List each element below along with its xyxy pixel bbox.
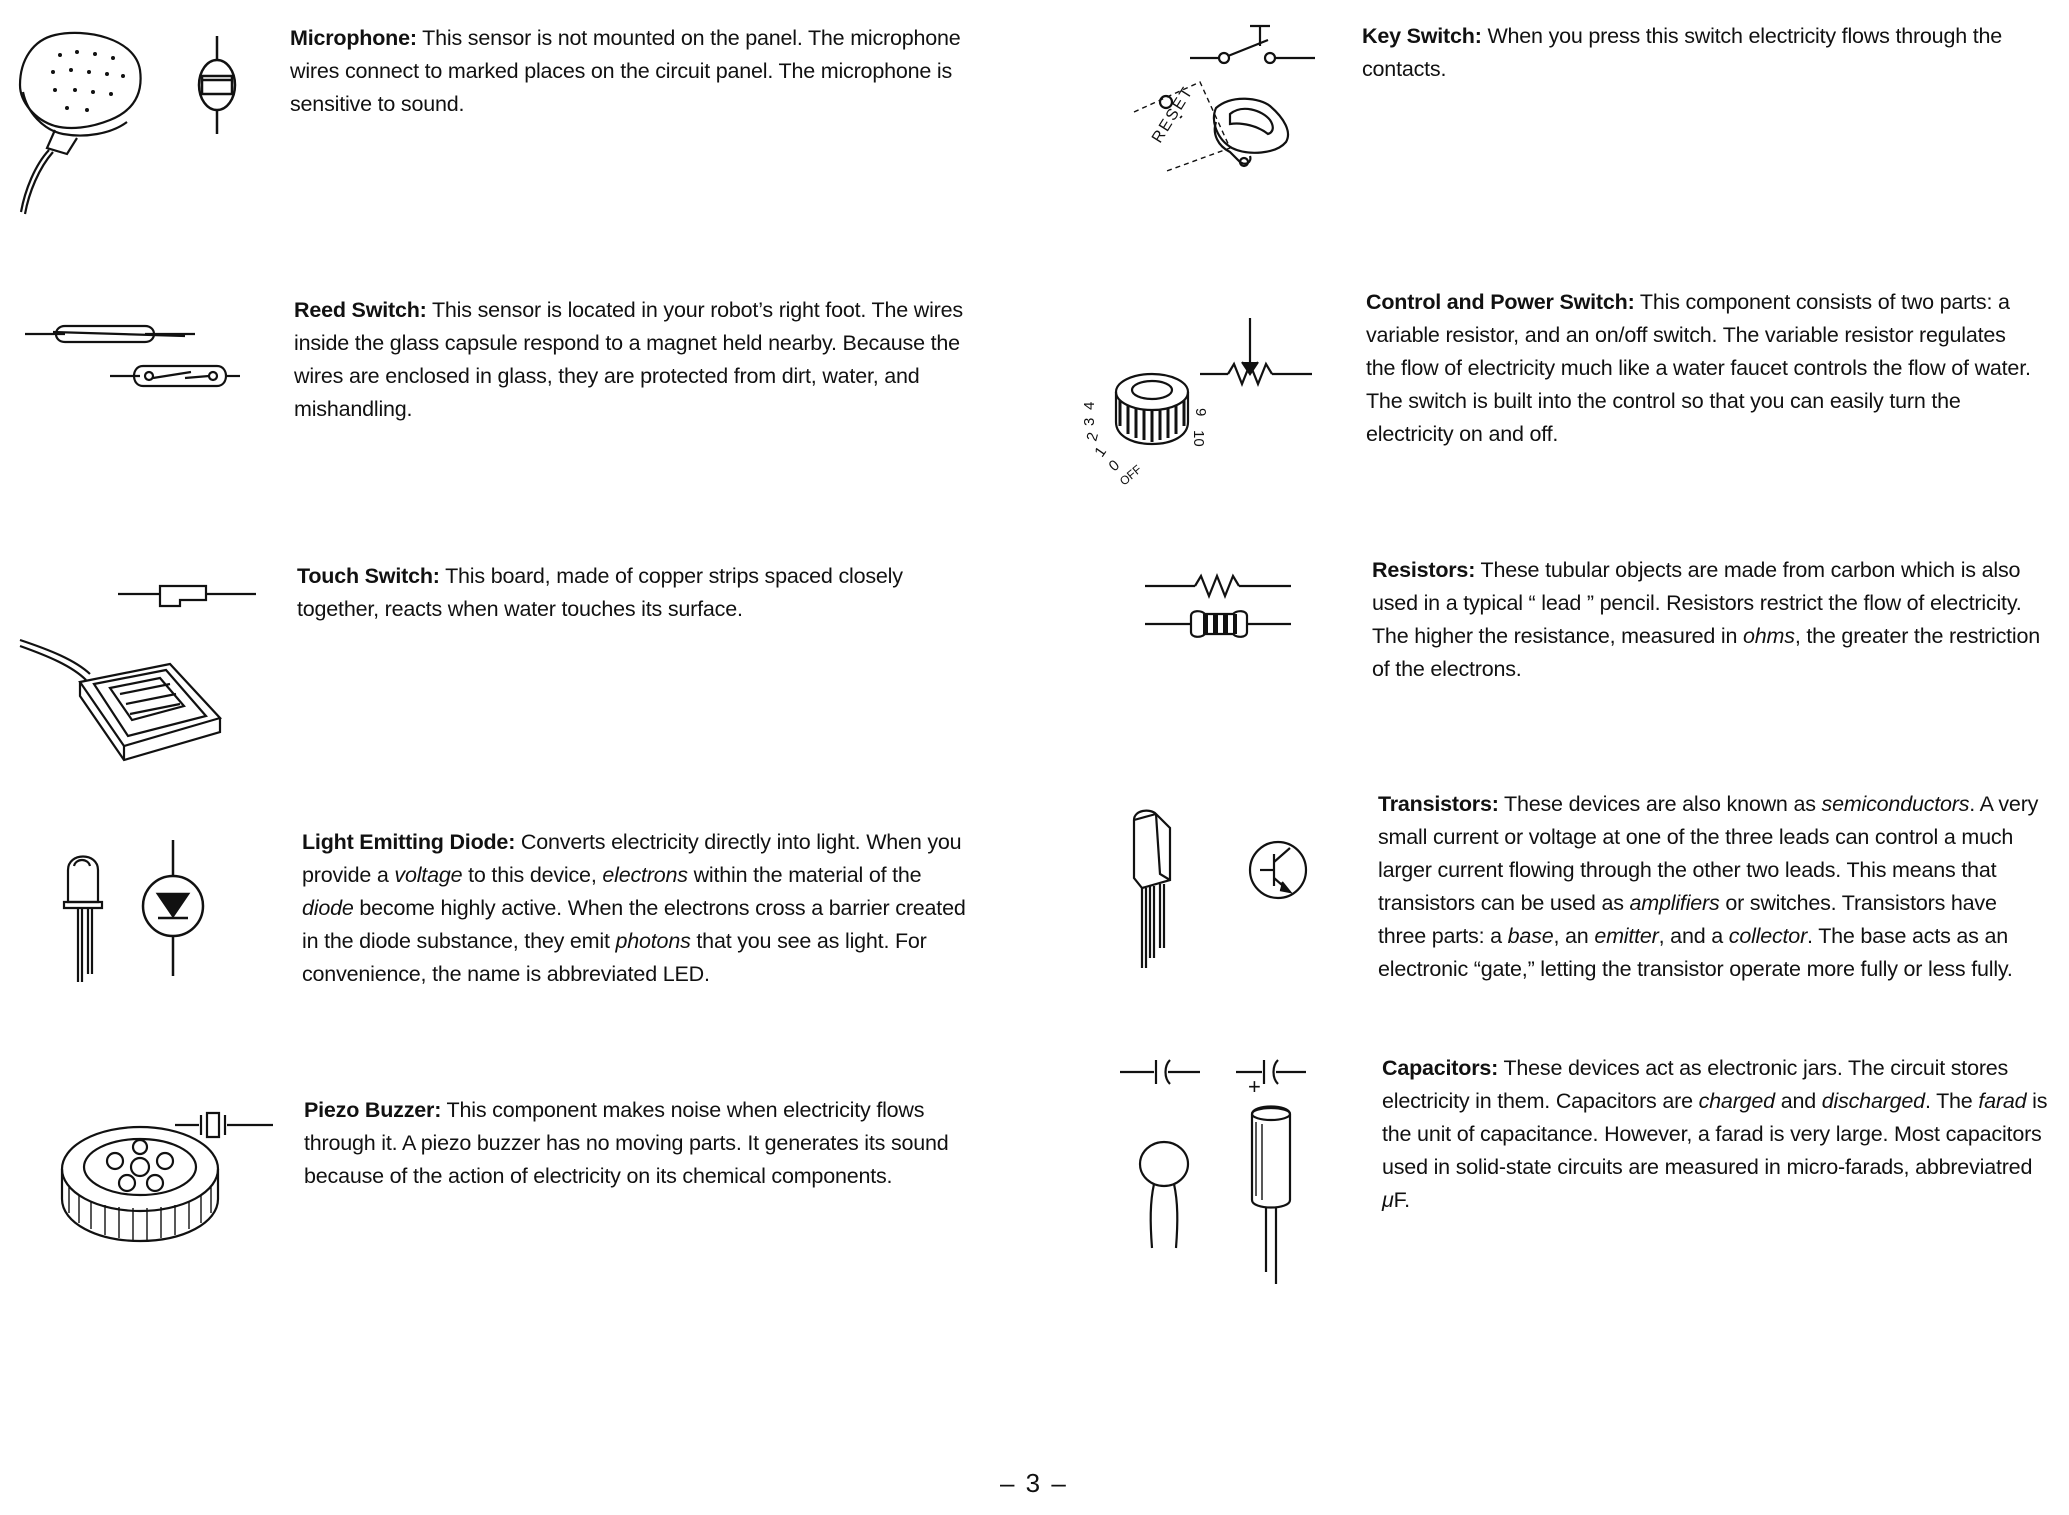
piezo-buzzer-icon: [55, 1095, 285, 1255]
reed-switch-text: This sensor is located in your robot’s right foot. The wires inside the glass capsule respond to a magnet held nearby. Because the wires are enclosed in glass, they are protected from dirt, water, and mishandling.: [294, 298, 963, 421]
entry-touch-switch: [297, 560, 973, 626]
dial-number: 3: [1081, 417, 1098, 426]
resistors-text: These tubular objects are made from carbon which is also used in a typical “ lead ” pencil. Resistors restrict the flow of electricity. The higher the resistance, measured in: [1372, 558, 2022, 648]
capacitor-icon: [1120, 1052, 1340, 1292]
entry-led: [302, 826, 974, 991]
entry-capacitors: [1382, 1052, 2048, 1217]
capacitors-text: F.: [1393, 1188, 1410, 1212]
entry-control-power-switch: [1366, 286, 2038, 451]
reed-switch-term: Reed Switch:: [294, 298, 427, 322]
capacitors-text: . The: [1924, 1089, 1979, 1113]
touch-switch-text: This board, made of copper strips spaced closely together, reacts when water touches its surface.: [297, 564, 903, 621]
entry-microphone: [290, 22, 970, 121]
capacitors-term: Capacitors:: [1382, 1056, 1499, 1080]
entry-resistors: [1372, 554, 2044, 686]
transistors-italic-term: amplifiers: [1629, 891, 1720, 915]
capacitors-italic-term: discharged: [1821, 1089, 1925, 1113]
reed-switch-icon: [25, 318, 245, 398]
transistors-text: or switches. Transistors have three parts: a: [1378, 891, 1997, 948]
control-power-switch-term: Control and Power Switch:: [1366, 290, 1635, 314]
dial-number: 4: [1081, 401, 1098, 410]
led-italic-term: voltage: [394, 863, 463, 887]
transistors-text: . A very small current or voltage at one of the three leads can control a much larger current flowing through the other two leads. This means that transistors can be used as: [1378, 792, 2039, 915]
capacitors-text: These devices act as electronic jars. The circuit stores electricity in them. Capacitors are: [1382, 1056, 2009, 1113]
page-number: – 3 –: [1000, 1468, 1068, 1498]
led-text: to this device,: [462, 863, 603, 887]
microphone-text: This sensor is not mounted on the panel. The microphone wires connect to marked places on the circuit panel. The microphone is sensitive to sound.: [290, 26, 961, 116]
resistors-text: , the greater the restriction of the electrons.: [1372, 624, 2040, 681]
resistors-term: Resistors:: [1372, 558, 1476, 582]
touch-switch-icon: [20, 570, 270, 770]
led-italic-term: photons: [615, 929, 691, 953]
capacitors-italic-term: charged: [1698, 1089, 1775, 1113]
transistors-term: Transistors:: [1378, 792, 1499, 816]
led-text: within the material of the: [687, 863, 922, 887]
led-text: become highly active. When the electrons cross a barrier created in the diode substance, they emit: [302, 896, 966, 953]
capacitors-text: and: [1774, 1089, 1822, 1113]
dial-number: 9: [1192, 408, 1209, 417]
key-switch-text: When you press this switch electricity flows through the contacts.: [1362, 24, 2003, 81]
microphone-symbol-icon: [192, 36, 242, 136]
transistors-text: , an: [1553, 924, 1595, 948]
piezo-buzzer-text: This component makes noise when electricity flows through it. A piezo buzzer has no moving parts. It generates its sound because of the action of electricity on its chemical components.: [304, 1098, 949, 1188]
dial-off-label: OFF: [1116, 462, 1145, 489]
potentiometer-icon: [1080, 318, 1330, 488]
transistor-icon: [1130, 808, 1330, 978]
reset-label: RESET: [1148, 83, 1197, 147]
control-power-switch-text: This component consists of two parts: a variable resistor, and an on/off switch. The variable resistor regulates the flow of electricity much like a water faucet controls the flow of water. The switch is built into the control so that you can easily turn the electricity on and off.: [1366, 290, 2031, 446]
transistors-text: These devices are also known as: [1498, 792, 1822, 816]
key-switch-icon: [1120, 22, 1340, 182]
transistors-text: . The base acts as an electronic “gate,” letting the transistor operate more fully or less fully.: [1378, 924, 2013, 981]
capacitors-italic-term: farad: [1978, 1089, 2027, 1113]
transistors-italic-term: emitter: [1594, 924, 1659, 948]
microphone-term: Microphone:: [290, 26, 417, 50]
transistors-italic-term: base: [1507, 924, 1554, 948]
resistor-icon: [1145, 566, 1295, 646]
dial-number: 0: [1105, 456, 1123, 476]
led-text: that you see as light. For convenience, the name is abbreviated LED.: [302, 929, 927, 986]
led-italic-term: diode: [302, 896, 354, 920]
led-italic-term: electrons: [602, 863, 688, 887]
touch-switch-term: Touch Switch:: [297, 564, 440, 588]
dial-number: 1: [1091, 443, 1111, 461]
entry-piezo-buzzer: [304, 1094, 974, 1193]
dial-number: 10: [1190, 430, 1207, 447]
microphone-icon: [15, 30, 215, 220]
entry-reed-switch: [294, 294, 970, 426]
dial-number: 2: [1083, 430, 1103, 444]
transistors-text: , and a: [1658, 924, 1729, 948]
piezo-buzzer-term: Piezo Buzzer:: [304, 1098, 442, 1122]
capacitors-italic-term: μ: [1382, 1188, 1394, 1212]
entry-transistors: [1378, 788, 2046, 986]
key-switch-term: Key Switch:: [1362, 24, 1482, 48]
capacitors-text: is the unit of capacitance. However, a farad is very large. Most capacitors used in solid-state circuits are measured in micro-farads, abbreviatred: [1382, 1089, 2048, 1179]
transistors-italic-term: collector: [1728, 924, 1808, 948]
resistors-italic-term: ohms: [1743, 624, 1795, 648]
diode-symbol-icon: [138, 840, 208, 980]
capacitor-plus-label: +: [1248, 1074, 1261, 1099]
led-term: Light Emitting Diode:: [302, 830, 516, 854]
transistors-italic-term: semiconductors: [1821, 792, 1970, 816]
led-icon: [58, 850, 108, 990]
entry-key-switch: [1362, 20, 2034, 86]
led-text: Converts electricity directly into light. When you provide a: [302, 830, 962, 887]
